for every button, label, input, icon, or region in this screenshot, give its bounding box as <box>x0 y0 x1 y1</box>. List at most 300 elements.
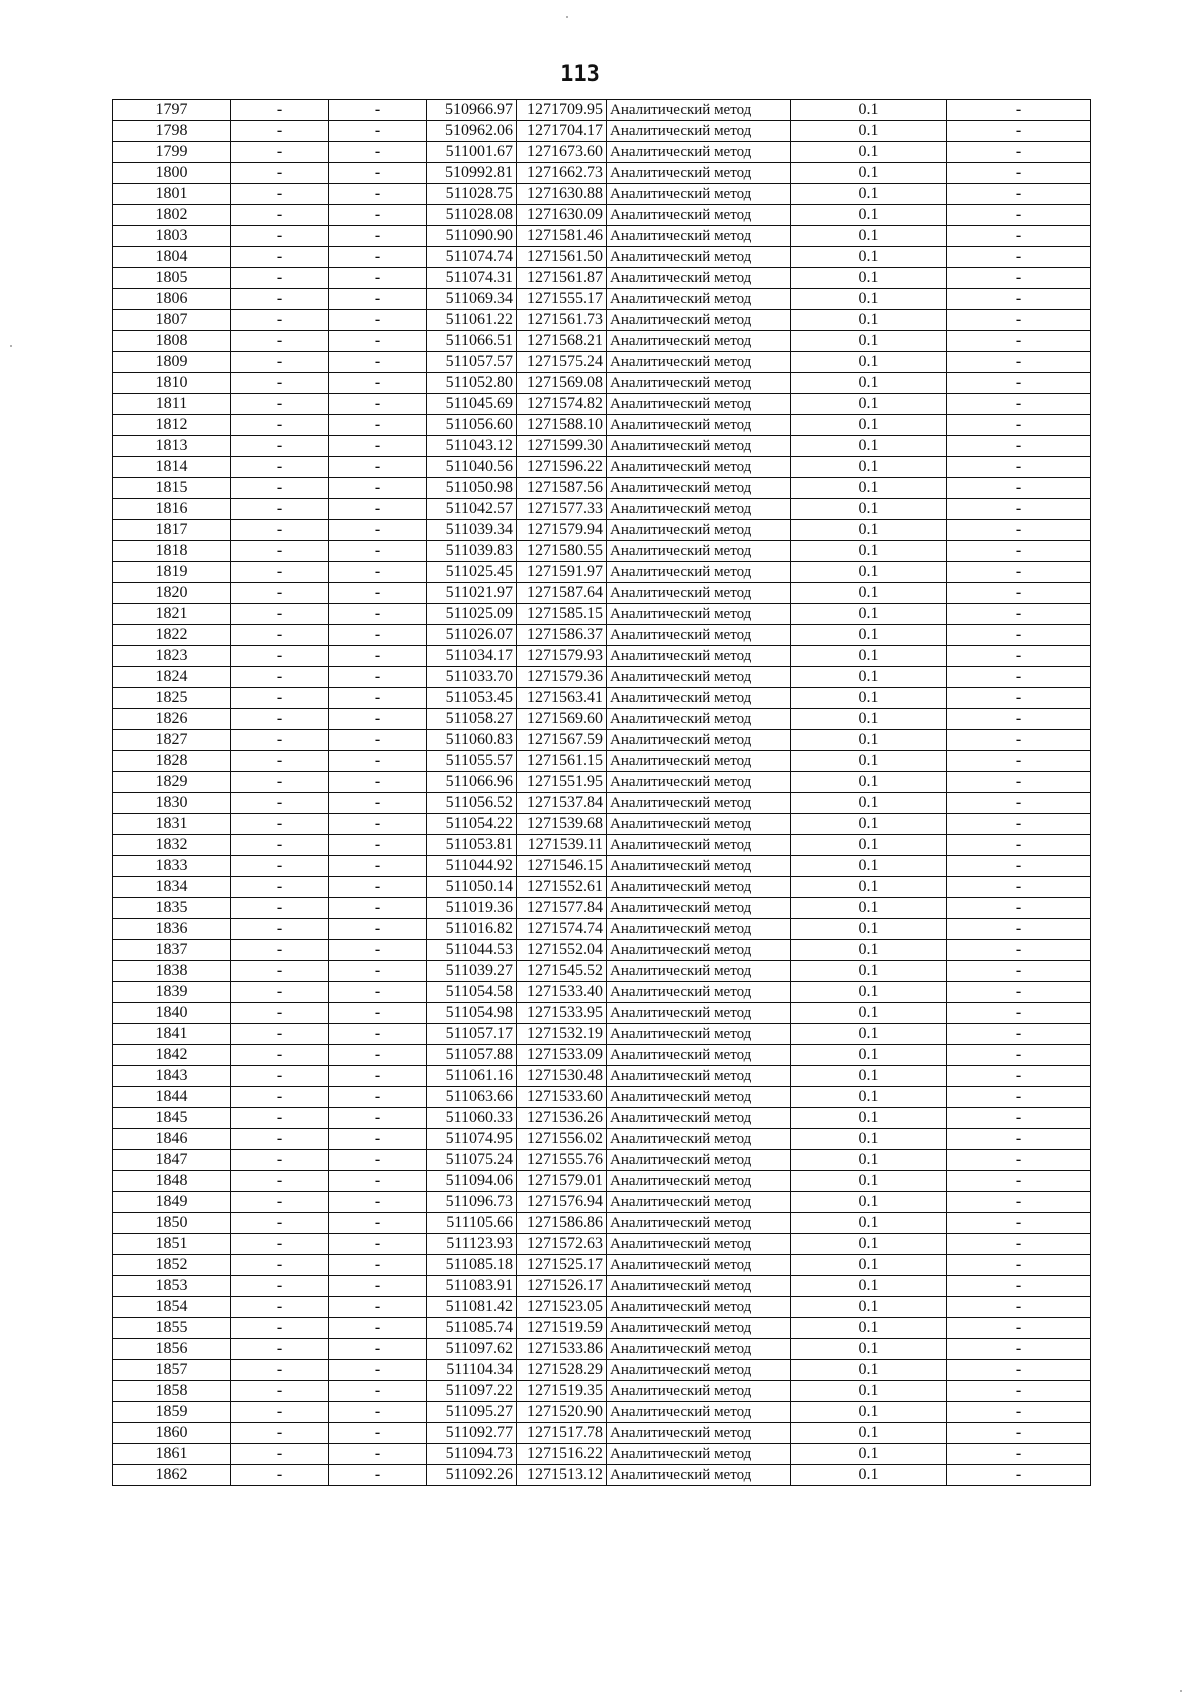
col-b-value-cell: - <box>329 793 427 814</box>
point-number-cell: 1804 <box>113 247 231 268</box>
method-cell: Аналитический метод <box>607 646 791 667</box>
y-coordinate-cell: 1271596.22 <box>517 457 607 478</box>
accuracy-cell: 0.1 <box>791 184 947 205</box>
col-b-value-cell: - <box>329 1003 427 1024</box>
col-b-value-cell: - <box>329 688 427 709</box>
method-cell: Аналитический метод <box>607 877 791 898</box>
accuracy-cell: 0.1 <box>791 1087 947 1108</box>
point-number-cell: 1811 <box>113 394 231 415</box>
table-row <box>113 331 1091 352</box>
table-row <box>113 1444 1091 1465</box>
method-cell: Аналитический метод <box>607 163 791 184</box>
x-coordinate-cell: 511028.75 <box>427 184 517 205</box>
table-row <box>113 142 1091 163</box>
accuracy-cell: 0.1 <box>791 310 947 331</box>
method-cell: Аналитический метод <box>607 1024 791 1045</box>
y-coordinate-cell: 1271528.29 <box>517 1360 607 1381</box>
col-h-value-cell: - <box>947 646 1091 667</box>
table-row <box>113 982 1091 1003</box>
y-coordinate-cell: 1271516.22 <box>517 1444 607 1465</box>
method-cell: Аналитический метод <box>607 1339 791 1360</box>
x-coordinate-cell: 511056.60 <box>427 415 517 436</box>
col-h-value-cell: - <box>947 100 1091 121</box>
y-coordinate-cell: 1271519.35 <box>517 1381 607 1402</box>
accuracy-cell: 0.1 <box>791 1192 947 1213</box>
col-b-value-cell: - <box>329 667 427 688</box>
method-cell: Аналитический метод <box>607 121 791 142</box>
table-row <box>113 1234 1091 1255</box>
col-b-value-cell: - <box>329 394 427 415</box>
x-coordinate-cell: 511081.42 <box>427 1297 517 1318</box>
col-a-value-cell: - <box>231 1150 329 1171</box>
point-number-cell: 1835 <box>113 898 231 919</box>
method-cell: Аналитический метод <box>607 1381 791 1402</box>
x-coordinate-cell: 511074.74 <box>427 247 517 268</box>
table-row <box>113 1402 1091 1423</box>
col-a-value-cell: - <box>231 919 329 940</box>
col-a-value-cell: - <box>231 1423 329 1444</box>
x-coordinate-cell: 511105.66 <box>427 1213 517 1234</box>
method-cell: Аналитический метод <box>607 919 791 940</box>
accuracy-cell: 0.1 <box>791 205 947 226</box>
y-coordinate-cell: 1271555.76 <box>517 1150 607 1171</box>
col-a-value-cell: - <box>231 961 329 982</box>
x-coordinate-cell: 511021.97 <box>427 583 517 604</box>
accuracy-cell: 0.1 <box>791 1066 947 1087</box>
accuracy-cell: 0.1 <box>791 898 947 919</box>
col-b-value-cell: - <box>329 100 427 121</box>
y-coordinate-cell: 1271575.24 <box>517 352 607 373</box>
method-cell: Аналитический метод <box>607 100 791 121</box>
table-row <box>113 1150 1091 1171</box>
col-h-value-cell: - <box>947 478 1091 499</box>
method-cell: Аналитический метод <box>607 142 791 163</box>
col-b-value-cell: - <box>329 1234 427 1255</box>
method-cell: Аналитический метод <box>607 1003 791 1024</box>
col-b-value-cell: - <box>329 1108 427 1129</box>
table-row <box>113 1108 1091 1129</box>
x-coordinate-cell: 511083.91 <box>427 1276 517 1297</box>
col-h-value-cell: - <box>947 772 1091 793</box>
table-row <box>113 898 1091 919</box>
y-coordinate-cell: 1271523.05 <box>517 1297 607 1318</box>
col-a-value-cell: - <box>231 226 329 247</box>
y-coordinate-cell: 1271533.60 <box>517 1087 607 1108</box>
col-a-value-cell: - <box>231 835 329 856</box>
table-row <box>113 1276 1091 1297</box>
col-h-value-cell: - <box>947 898 1091 919</box>
method-cell: Аналитический метод <box>607 478 791 499</box>
col-h-value-cell: - <box>947 856 1091 877</box>
scan-speck <box>10 345 12 347</box>
y-coordinate-cell: 1271520.90 <box>517 1402 607 1423</box>
col-b-value-cell: - <box>329 121 427 142</box>
col-h-value-cell: - <box>947 814 1091 835</box>
col-b-value-cell: - <box>329 898 427 919</box>
method-cell: Аналитический метод <box>607 940 791 961</box>
col-b-value-cell: - <box>329 1045 427 1066</box>
x-coordinate-cell: 511026.07 <box>427 625 517 646</box>
col-a-value-cell: - <box>231 1339 329 1360</box>
col-b-value-cell: - <box>329 1255 427 1276</box>
method-cell: Аналитический метод <box>607 1276 791 1297</box>
accuracy-cell: 0.1 <box>791 1171 947 1192</box>
col-b-value-cell: - <box>329 1024 427 1045</box>
method-cell: Аналитический метод <box>607 457 791 478</box>
col-b-value-cell: - <box>329 772 427 793</box>
method-cell: Аналитический метод <box>607 331 791 352</box>
accuracy-cell: 0.1 <box>791 751 947 772</box>
col-h-value-cell: - <box>947 289 1091 310</box>
page-number: 113 <box>560 62 600 87</box>
accuracy-cell: 0.1 <box>791 352 947 373</box>
col-a-value-cell: - <box>231 184 329 205</box>
x-coordinate-cell: 511034.17 <box>427 646 517 667</box>
col-h-value-cell: - <box>947 184 1091 205</box>
col-a-value-cell: - <box>231 940 329 961</box>
col-a-value-cell: - <box>231 352 329 373</box>
point-number-cell: 1839 <box>113 982 231 1003</box>
point-number-cell: 1810 <box>113 373 231 394</box>
col-a-value-cell: - <box>231 1129 329 1150</box>
point-number-cell: 1805 <box>113 268 231 289</box>
point-number-cell: 1855 <box>113 1318 231 1339</box>
point-number-cell: 1856 <box>113 1339 231 1360</box>
col-a-value-cell: - <box>231 541 329 562</box>
x-coordinate-cell: 511016.82 <box>427 919 517 940</box>
point-number-cell: 1859 <box>113 1402 231 1423</box>
point-number-cell: 1808 <box>113 331 231 352</box>
table-row <box>113 919 1091 940</box>
x-coordinate-cell: 510962.06 <box>427 121 517 142</box>
x-coordinate-cell: 511054.58 <box>427 982 517 1003</box>
y-coordinate-cell: 1271630.09 <box>517 205 607 226</box>
method-cell: Аналитический метод <box>607 226 791 247</box>
method-cell: Аналитический метод <box>607 373 791 394</box>
point-number-cell: 1819 <box>113 562 231 583</box>
point-number-cell: 1831 <box>113 814 231 835</box>
y-coordinate-cell: 1271519.59 <box>517 1318 607 1339</box>
table-row <box>113 1465 1091 1486</box>
table-row <box>113 646 1091 667</box>
method-cell: Аналитический метод <box>607 982 791 1003</box>
col-a-value-cell: - <box>231 1381 329 1402</box>
col-h-value-cell: - <box>947 268 1091 289</box>
x-coordinate-cell: 511044.92 <box>427 856 517 877</box>
x-coordinate-cell: 511090.90 <box>427 226 517 247</box>
table-row <box>113 625 1091 646</box>
y-coordinate-cell: 1271561.50 <box>517 247 607 268</box>
col-b-value-cell: - <box>329 835 427 856</box>
table-row <box>113 562 1091 583</box>
col-h-value-cell: - <box>947 1297 1091 1318</box>
col-a-value-cell: - <box>231 898 329 919</box>
y-coordinate-cell: 1271577.84 <box>517 898 607 919</box>
col-a-value-cell: - <box>231 1066 329 1087</box>
col-h-value-cell: - <box>947 520 1091 541</box>
y-coordinate-cell: 1271567.59 <box>517 730 607 751</box>
table-row <box>113 121 1091 142</box>
point-number-cell: 1834 <box>113 877 231 898</box>
y-coordinate-cell: 1271576.94 <box>517 1192 607 1213</box>
method-cell: Аналитический метод <box>607 709 791 730</box>
col-b-value-cell: - <box>329 247 427 268</box>
accuracy-cell: 0.1 <box>791 1150 947 1171</box>
accuracy-cell: 0.1 <box>791 394 947 415</box>
table-row <box>113 961 1091 982</box>
col-a-value-cell: - <box>231 814 329 835</box>
y-coordinate-cell: 1271555.17 <box>517 289 607 310</box>
x-coordinate-cell: 511054.22 <box>427 814 517 835</box>
method-cell: Аналитический метод <box>607 1213 791 1234</box>
point-number-cell: 1842 <box>113 1045 231 1066</box>
table-row <box>113 688 1091 709</box>
accuracy-cell: 0.1 <box>791 982 947 1003</box>
col-h-value-cell: - <box>947 730 1091 751</box>
col-h-value-cell: - <box>947 541 1091 562</box>
col-b-value-cell: - <box>329 436 427 457</box>
x-coordinate-cell: 511085.18 <box>427 1255 517 1276</box>
y-coordinate-cell: 1271599.30 <box>517 436 607 457</box>
col-a-value-cell: - <box>231 1108 329 1129</box>
col-h-value-cell: - <box>947 142 1091 163</box>
col-h-value-cell: - <box>947 835 1091 856</box>
accuracy-cell: 0.1 <box>791 163 947 184</box>
point-number-cell: 1854 <box>113 1297 231 1318</box>
y-coordinate-cell: 1271563.41 <box>517 688 607 709</box>
accuracy-cell: 0.1 <box>791 625 947 646</box>
col-a-value-cell: - <box>231 1465 329 1486</box>
x-coordinate-cell: 511053.45 <box>427 688 517 709</box>
point-number-cell: 1845 <box>113 1108 231 1129</box>
point-number-cell: 1826 <box>113 709 231 730</box>
table-row <box>113 541 1091 562</box>
col-b-value-cell: - <box>329 268 427 289</box>
col-a-value-cell: - <box>231 1402 329 1423</box>
method-cell: Аналитический метод <box>607 1255 791 1276</box>
col-a-value-cell: - <box>231 415 329 436</box>
col-a-value-cell: - <box>231 751 329 772</box>
method-cell: Аналитический метод <box>607 205 791 226</box>
y-coordinate-cell: 1271552.04 <box>517 940 607 961</box>
col-h-value-cell: - <box>947 1444 1091 1465</box>
table-row <box>113 478 1091 499</box>
method-cell: Аналитический метод <box>607 1423 791 1444</box>
col-h-value-cell: - <box>947 247 1091 268</box>
accuracy-cell: 0.1 <box>791 1444 947 1465</box>
method-cell: Аналитический метод <box>607 1087 791 1108</box>
y-coordinate-cell: 1271551.95 <box>517 772 607 793</box>
accuracy-cell: 0.1 <box>791 1318 947 1339</box>
col-a-value-cell: - <box>231 1318 329 1339</box>
method-cell: Аналитический метод <box>607 1234 791 1255</box>
y-coordinate-cell: 1271539.68 <box>517 814 607 835</box>
accuracy-cell: 0.1 <box>791 1234 947 1255</box>
col-a-value-cell: - <box>231 1192 329 1213</box>
method-cell: Аналитический метод <box>607 772 791 793</box>
point-number-cell: 1832 <box>113 835 231 856</box>
col-h-value-cell: - <box>947 226 1091 247</box>
table-row <box>113 877 1091 898</box>
col-a-value-cell: - <box>231 142 329 163</box>
y-coordinate-cell: 1271579.94 <box>517 520 607 541</box>
accuracy-cell: 0.1 <box>791 226 947 247</box>
table-row <box>113 1171 1091 1192</box>
y-coordinate-cell: 1271561.15 <box>517 751 607 772</box>
y-coordinate-cell: 1271580.55 <box>517 541 607 562</box>
accuracy-cell: 0.1 <box>791 247 947 268</box>
point-number-cell: 1836 <box>113 919 231 940</box>
method-cell: Аналитический метод <box>607 835 791 856</box>
col-a-value-cell: - <box>231 1444 329 1465</box>
x-coordinate-cell: 511054.98 <box>427 1003 517 1024</box>
y-coordinate-cell: 1271533.09 <box>517 1045 607 1066</box>
col-h-value-cell: - <box>947 1045 1091 1066</box>
x-coordinate-cell: 511042.57 <box>427 499 517 520</box>
table-row <box>113 835 1091 856</box>
col-a-value-cell: - <box>231 793 329 814</box>
point-number-cell: 1803 <box>113 226 231 247</box>
method-cell: Аналитический метод <box>607 1171 791 1192</box>
col-b-value-cell: - <box>329 373 427 394</box>
col-h-value-cell: - <box>947 751 1091 772</box>
y-coordinate-cell: 1271574.74 <box>517 919 607 940</box>
point-number-cell: 1833 <box>113 856 231 877</box>
col-a-value-cell: - <box>231 730 329 751</box>
method-cell: Аналитический метод <box>607 520 791 541</box>
col-a-value-cell: - <box>231 877 329 898</box>
x-coordinate-cell: 511028.08 <box>427 205 517 226</box>
col-a-value-cell: - <box>231 1255 329 1276</box>
accuracy-cell: 0.1 <box>791 1129 947 1150</box>
table-row <box>113 604 1091 625</box>
col-b-value-cell: - <box>329 730 427 751</box>
y-coordinate-cell: 1271585.15 <box>517 604 607 625</box>
accuracy-cell: 0.1 <box>791 1003 947 1024</box>
table-row <box>113 1339 1091 1360</box>
col-h-value-cell: - <box>947 1150 1091 1171</box>
x-coordinate-cell: 511033.70 <box>427 667 517 688</box>
col-a-value-cell: - <box>231 394 329 415</box>
col-b-value-cell: - <box>329 457 427 478</box>
col-b-value-cell: - <box>329 877 427 898</box>
point-number-cell: 1802 <box>113 205 231 226</box>
point-number-cell: 1847 <box>113 1150 231 1171</box>
col-h-value-cell: - <box>947 205 1091 226</box>
table-row <box>113 1087 1091 1108</box>
col-a-value-cell: - <box>231 100 329 121</box>
point-number-cell: 1841 <box>113 1024 231 1045</box>
table-row <box>113 709 1091 730</box>
table-row <box>113 184 1091 205</box>
col-h-value-cell: - <box>947 1339 1091 1360</box>
table-row <box>113 772 1091 793</box>
x-coordinate-cell: 511045.69 <box>427 394 517 415</box>
accuracy-cell: 0.1 <box>791 436 947 457</box>
y-coordinate-cell: 1271532.19 <box>517 1024 607 1045</box>
scan-speck <box>566 16 568 18</box>
col-h-value-cell: - <box>947 688 1091 709</box>
col-b-value-cell: - <box>329 856 427 877</box>
x-coordinate-cell: 511061.16 <box>427 1066 517 1087</box>
method-cell: Аналитический метод <box>607 1318 791 1339</box>
accuracy-cell: 0.1 <box>791 940 947 961</box>
col-h-value-cell: - <box>947 961 1091 982</box>
col-a-value-cell: - <box>231 520 329 541</box>
accuracy-cell: 0.1 <box>791 268 947 289</box>
y-coordinate-cell: 1271525.17 <box>517 1255 607 1276</box>
point-number-cell: 1862 <box>113 1465 231 1486</box>
accuracy-cell: 0.1 <box>791 478 947 499</box>
accuracy-cell: 0.1 <box>791 289 947 310</box>
accuracy-cell: 0.1 <box>791 961 947 982</box>
method-cell: Аналитический метод <box>607 856 791 877</box>
method-cell: Аналитический метод <box>607 667 791 688</box>
x-coordinate-cell: 511096.73 <box>427 1192 517 1213</box>
point-number-cell: 1809 <box>113 352 231 373</box>
table-row <box>113 583 1091 604</box>
x-coordinate-cell: 511123.93 <box>427 1234 517 1255</box>
y-coordinate-cell: 1271546.15 <box>517 856 607 877</box>
point-number-cell: 1860 <box>113 1423 231 1444</box>
y-coordinate-cell: 1271587.64 <box>517 583 607 604</box>
table-row <box>113 793 1091 814</box>
col-a-value-cell: - <box>231 982 329 1003</box>
accuracy-cell: 0.1 <box>791 1381 947 1402</box>
col-b-value-cell: - <box>329 604 427 625</box>
y-coordinate-cell: 1271530.48 <box>517 1066 607 1087</box>
col-h-value-cell: - <box>947 1066 1091 1087</box>
col-h-value-cell: - <box>947 1108 1091 1129</box>
point-number-cell: 1857 <box>113 1360 231 1381</box>
x-coordinate-cell: 511055.57 <box>427 751 517 772</box>
accuracy-cell: 0.1 <box>791 814 947 835</box>
method-cell: Аналитический метод <box>607 415 791 436</box>
y-coordinate-cell: 1271581.46 <box>517 226 607 247</box>
x-coordinate-cell: 511040.56 <box>427 457 517 478</box>
table-row <box>113 1192 1091 1213</box>
col-b-value-cell: - <box>329 499 427 520</box>
table-row <box>113 226 1091 247</box>
col-b-value-cell: - <box>329 1423 427 1444</box>
y-coordinate-cell: 1271586.37 <box>517 625 607 646</box>
table-row <box>113 1024 1091 1045</box>
y-coordinate-cell: 1271561.87 <box>517 268 607 289</box>
accuracy-cell: 0.1 <box>791 604 947 625</box>
col-b-value-cell: - <box>329 1150 427 1171</box>
x-coordinate-cell: 511095.27 <box>427 1402 517 1423</box>
table-row <box>113 373 1091 394</box>
col-b-value-cell: - <box>329 1276 427 1297</box>
table-row <box>113 1423 1091 1444</box>
point-number-cell: 1827 <box>113 730 231 751</box>
col-b-value-cell: - <box>329 1087 427 1108</box>
x-coordinate-cell: 511074.95 <box>427 1129 517 1150</box>
y-coordinate-cell: 1271568.21 <box>517 331 607 352</box>
y-coordinate-cell: 1271537.84 <box>517 793 607 814</box>
col-a-value-cell: - <box>231 1297 329 1318</box>
x-coordinate-cell: 511050.14 <box>427 877 517 898</box>
accuracy-cell: 0.1 <box>791 499 947 520</box>
point-number-cell: 1799 <box>113 142 231 163</box>
col-a-value-cell: - <box>231 121 329 142</box>
x-coordinate-cell: 511039.27 <box>427 961 517 982</box>
method-cell: Аналитический метод <box>607 1150 791 1171</box>
y-coordinate-cell: 1271588.10 <box>517 415 607 436</box>
accuracy-cell: 0.1 <box>791 793 947 814</box>
method-cell: Аналитический метод <box>607 1444 791 1465</box>
method-cell: Аналитический метод <box>607 1192 791 1213</box>
